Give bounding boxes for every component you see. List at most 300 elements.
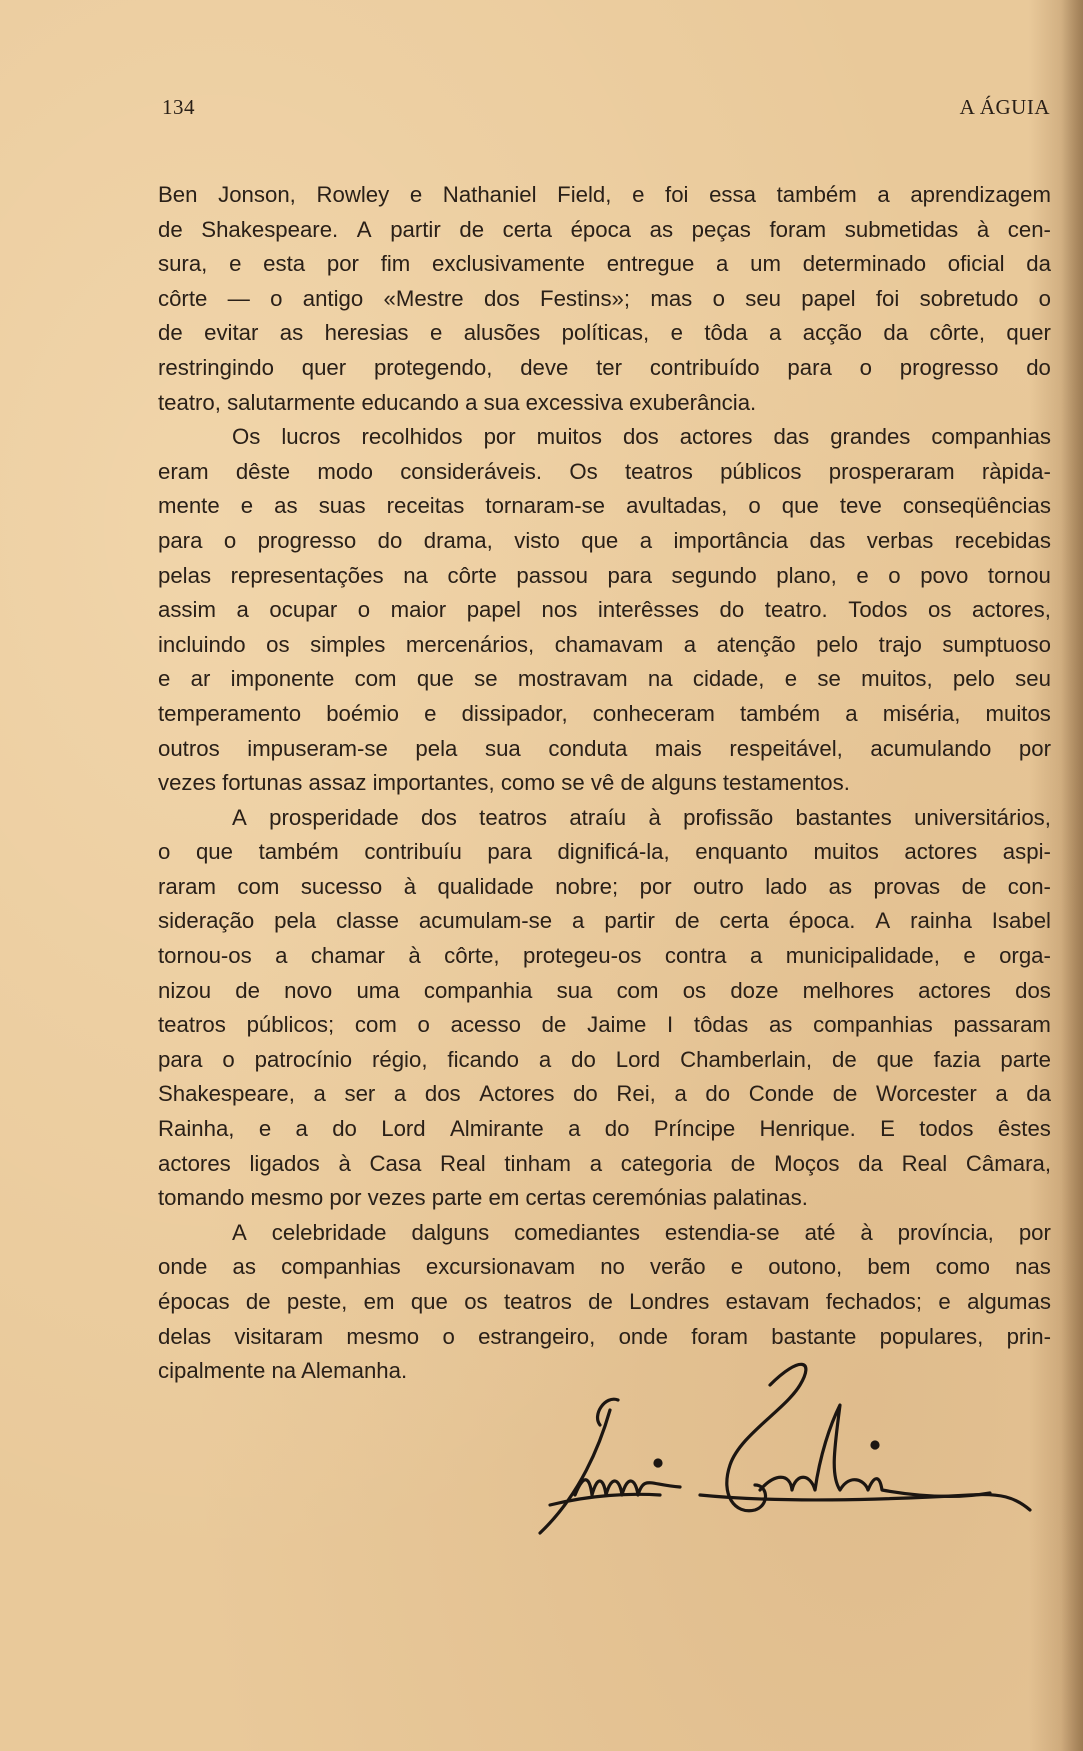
word: na: [403, 562, 428, 588]
word: e: [429, 320, 443, 346]
word: que: [581, 527, 619, 553]
word: por: [326, 251, 359, 277]
word: tôda: [704, 320, 748, 346]
word: dalguns: [411, 1219, 490, 1245]
word: as: [649, 216, 674, 242]
text-line: [158, 1250, 1051, 1285]
word: o: [1038, 285, 1051, 311]
word: a: [683, 631, 697, 657]
word: assim: [158, 597, 216, 623]
word: deve: [520, 354, 569, 380]
word: classe: [336, 908, 399, 934]
word: e: [730, 1254, 744, 1280]
text-line-content: tomando mesmo por vezes parte em certas ceremónias palatinas.: [158, 1185, 808, 1211]
word: certa: [719, 908, 769, 934]
word: as: [232, 1254, 256, 1280]
word: Actores: [479, 1081, 555, 1107]
word: do: [1026, 354, 1051, 380]
word: sura,: [158, 251, 208, 277]
word: foi: [875, 285, 900, 311]
word: a: [845, 700, 858, 726]
word: teatro.: [764, 597, 828, 623]
word: alusões: [463, 320, 541, 346]
word: e: [632, 182, 645, 207]
text-line: [158, 524, 1051, 559]
word: aspi-: [1002, 839, 1051, 865]
word: como: [935, 1254, 990, 1280]
word: o: [158, 839, 171, 865]
word: A: [875, 908, 891, 934]
word: Londres: [629, 1289, 710, 1314]
text-line: [158, 316, 1051, 351]
word: protegendo,: [373, 354, 493, 380]
word: pelas: [158, 562, 212, 588]
word: comediantes: [514, 1219, 640, 1245]
word: de: [674, 908, 700, 934]
word: orga-: [999, 943, 1051, 969]
word: e: [856, 562, 869, 588]
word: foram: [691, 1323, 748, 1349]
word: e: [963, 943, 976, 969]
article-body: [158, 178, 1051, 1389]
page-number: 134: [162, 94, 195, 119]
word: as: [274, 493, 298, 519]
word: a: [236, 597, 249, 623]
word: miséria,: [882, 700, 961, 726]
word: parte: [1000, 1046, 1051, 1072]
word: suas: [318, 493, 366, 519]
word: com: [354, 666, 397, 692]
text-line-content: vezes fortunas assaz importantes, como se vê de alguns testamentos.: [158, 770, 850, 796]
word: à: [976, 216, 990, 242]
word: atraíu: [569, 804, 627, 830]
word: progresso: [899, 354, 999, 380]
word: e: [938, 1289, 951, 1314]
word: quer: [1006, 320, 1051, 346]
word: as: [768, 1012, 793, 1038]
word: dissipador,: [461, 700, 568, 726]
word: públicos: [720, 458, 802, 484]
word: nos: [541, 597, 578, 623]
word: doze: [730, 977, 779, 1003]
word: públicos;: [246, 1012, 335, 1038]
word: dos: [622, 424, 659, 450]
word: muitos,: [861, 666, 933, 692]
word: drama,: [423, 527, 493, 553]
word: excursionavam: [425, 1254, 576, 1280]
word: bastante: [771, 1323, 857, 1349]
word: simples: [310, 631, 386, 657]
word: fazia: [933, 1046, 981, 1072]
word: conheceram: [592, 700, 715, 726]
word: com: [237, 873, 280, 899]
word: segundo: [671, 562, 757, 588]
word: mercenários,: [405, 631, 535, 657]
text-line: [158, 420, 1051, 455]
word: políticas,: [561, 320, 650, 346]
word: por: [483, 424, 516, 450]
text-line: [158, 351, 1051, 386]
word: uma: [356, 977, 400, 1003]
word: Jonson,: [218, 182, 296, 207]
word: ligados: [249, 1150, 320, 1176]
word: imponente: [230, 666, 335, 692]
word: Câmara,: [965, 1150, 1051, 1176]
word: Casa: [369, 1150, 422, 1176]
word: melhores: [802, 977, 894, 1003]
word: Almirante: [450, 1116, 544, 1142]
text-line: [158, 1216, 1051, 1251]
word: e: [784, 666, 798, 692]
word: cidade,: [692, 666, 765, 692]
word: também: [258, 839, 339, 865]
word: teve: [839, 493, 882, 519]
word: os: [266, 631, 290, 657]
word: côrte: [158, 285, 208, 311]
word: na: [647, 666, 673, 692]
word: tornou-os: [158, 943, 252, 969]
word: Conde: [748, 1081, 815, 1107]
word: cen-: [1007, 216, 1051, 242]
word: verão: [650, 1254, 706, 1280]
word: de: [235, 977, 260, 1003]
word: patrocínio: [254, 1046, 353, 1072]
word: dos: [424, 1081, 461, 1107]
word: também: [776, 182, 857, 207]
word: de: [158, 320, 183, 346]
word: a: [568, 1116, 581, 1142]
word: protegeu-os: [523, 943, 642, 969]
word: Isabel: [991, 908, 1051, 934]
word: lado: [765, 873, 808, 899]
word: evitar: [204, 320, 259, 346]
word: a: [749, 943, 763, 969]
word: o: [223, 527, 237, 553]
text-line: [158, 974, 1051, 1009]
word: Ben: [158, 182, 198, 207]
word: outros: [158, 735, 220, 761]
signature: [530, 1345, 1050, 1555]
word: representações: [230, 562, 384, 588]
word: boémio: [326, 700, 399, 726]
word: profissão: [683, 804, 774, 830]
word: partir: [604, 908, 655, 934]
word: côrte: [447, 562, 497, 588]
word: chamar: [310, 943, 385, 969]
word: da: [1026, 1081, 1051, 1107]
word: recolhidos: [361, 424, 463, 450]
word: de: [541, 1012, 567, 1038]
word: de: [730, 1150, 756, 1176]
word: as: [279, 320, 304, 346]
word: A: [356, 216, 372, 242]
word: Os: [232, 424, 261, 450]
word: contra: [664, 943, 727, 969]
word: muitos: [985, 700, 1051, 726]
word: a: [716, 251, 729, 277]
text-line: [158, 489, 1051, 524]
word: raram: [158, 873, 216, 899]
word: época: [570, 216, 632, 242]
word: prosperidade: [269, 804, 399, 830]
word: passaram: [953, 1012, 1051, 1038]
word: côrte,: [929, 320, 985, 346]
word: sobretudo: [919, 285, 1019, 311]
text-line: [158, 593, 1051, 628]
word: Nathaniel: [442, 182, 537, 207]
word: tornaram-se: [485, 493, 606, 519]
word: rainha: [910, 908, 972, 934]
word: categoria: [620, 1150, 713, 1176]
word: ser: [344, 1081, 376, 1107]
word: visitaram: [234, 1323, 324, 1349]
word: ràpida-: [981, 458, 1051, 484]
word: Field,: [557, 182, 612, 207]
word: certa: [502, 216, 552, 242]
word: Shakespeare.: [201, 216, 339, 242]
word: do: [377, 527, 403, 553]
word: submetidas: [844, 216, 959, 242]
word: sumptuoso: [942, 631, 1051, 657]
text-line: [158, 904, 1051, 939]
word: para: [158, 527, 203, 553]
word: dos: [421, 804, 457, 830]
word: actores: [918, 977, 991, 1003]
word: os: [928, 597, 952, 623]
word: actores: [158, 1150, 231, 1176]
word: companhia: [423, 977, 533, 1003]
word: consideráveis.: [400, 458, 543, 484]
word: da: [883, 320, 909, 346]
word: das: [809, 527, 846, 553]
word: se: [817, 666, 841, 692]
word: e: [670, 320, 683, 346]
word: tinham: [504, 1150, 571, 1176]
word: a: [674, 1081, 687, 1107]
word: incluindo: [158, 631, 246, 657]
text-line: [158, 766, 1051, 801]
word: lucros: [281, 424, 341, 450]
word: para: [158, 1046, 203, 1072]
word: régio,: [371, 1046, 428, 1072]
word: progresso: [257, 527, 357, 553]
text-line: [158, 178, 1051, 213]
word: receitas: [386, 493, 465, 519]
word: algumas: [967, 1289, 1051, 1314]
word: quer: [301, 354, 347, 380]
word: bem: [867, 1254, 911, 1280]
word: municipalidade,: [785, 943, 940, 969]
word: a: [538, 1046, 552, 1072]
word: para: [487, 839, 532, 865]
word: pelo: [816, 631, 859, 657]
text-line: [158, 870, 1051, 905]
word: onde: [618, 1323, 668, 1349]
word: dos: [483, 285, 520, 311]
word: à: [338, 1150, 351, 1176]
word: o: [417, 1012, 430, 1038]
word: conduta: [548, 735, 628, 761]
text-line: [158, 1181, 1051, 1216]
word: outono,: [768, 1254, 843, 1280]
word: de: [459, 216, 485, 242]
word: prosperaram: [828, 458, 955, 484]
word: companhias: [931, 424, 1051, 450]
word: muitos: [536, 424, 602, 450]
word: ocupar: [269, 597, 338, 623]
word: à: [403, 873, 417, 899]
text-line: [158, 801, 1051, 836]
text-line: [158, 1043, 1051, 1078]
word: estavam: [725, 1289, 810, 1314]
word: papel: [466, 597, 521, 623]
word: peste,: [286, 1289, 348, 1314]
word: de: [245, 1289, 271, 1314]
word: foi: [665, 182, 689, 207]
word: ficando: [447, 1046, 519, 1072]
word: a: [995, 1081, 1008, 1107]
word: Jaime: [587, 1012, 647, 1038]
word: nizou: [158, 977, 212, 1003]
word: os: [682, 977, 707, 1003]
word: mostravam: [517, 666, 628, 692]
word: conseqüências: [902, 493, 1051, 519]
text-line: [158, 939, 1051, 974]
word: respeitável,: [729, 735, 843, 761]
word: para: [607, 562, 652, 588]
word: acesso: [450, 1012, 521, 1038]
word: enquanto: [695, 839, 788, 865]
word: delas: [158, 1323, 212, 1349]
word: a: [393, 1081, 407, 1107]
word: no: [600, 1254, 625, 1280]
word: a: [313, 1081, 326, 1107]
word: sua: [556, 977, 593, 1003]
word: Moços: [774, 1150, 840, 1176]
word: por: [1018, 1219, 1051, 1245]
word: determinado: [802, 251, 927, 277]
word: sideração: [158, 908, 255, 934]
word: do: [332, 1116, 357, 1142]
word: companhias: [281, 1254, 401, 1280]
word: Rowley: [316, 182, 390, 207]
word: teatros: [624, 458, 693, 484]
word: trajo: [878, 631, 922, 657]
word: dêste: [235, 458, 291, 484]
text-line: [158, 835, 1051, 870]
word: de: [961, 873, 987, 899]
word: avultadas,: [626, 493, 728, 519]
text-line: [158, 1147, 1051, 1182]
text-line: [158, 1077, 1051, 1112]
word: oficial: [947, 251, 1005, 277]
word: I: [667, 1012, 674, 1038]
word: actores: [679, 424, 753, 450]
word: Todos: [848, 597, 908, 623]
word: importância: [673, 527, 789, 553]
word: da: [1026, 251, 1051, 277]
word: verbas: [866, 527, 934, 553]
word: dos: [1015, 977, 1051, 1003]
word: teatros: [158, 1012, 226, 1038]
word: todos: [919, 1116, 974, 1142]
word: outro: [693, 873, 744, 899]
word: mesmo: [346, 1323, 420, 1349]
word: a: [295, 1116, 308, 1142]
word: modo: [317, 458, 373, 484]
word: Lord: [615, 1046, 661, 1072]
word: com: [354, 1012, 397, 1038]
word: Shakespeare,: [158, 1081, 295, 1107]
word: acumulam-se: [418, 908, 553, 934]
word: Worcester: [876, 1081, 977, 1107]
word: também: [740, 700, 821, 726]
word: chamavam: [554, 631, 664, 657]
word: Rei,: [616, 1081, 656, 1107]
word: o: [357, 597, 371, 623]
word: contribuíu: [364, 839, 462, 865]
word: da: [858, 1150, 883, 1176]
word: côrte,: [444, 943, 500, 969]
word: onde: [158, 1254, 208, 1280]
word: entregue: [606, 251, 695, 277]
word: por: [1018, 735, 1051, 761]
word: A: [232, 1219, 247, 1245]
word: Real: [440, 1150, 486, 1176]
word: Real: [901, 1150, 948, 1176]
word: novo: [284, 977, 333, 1003]
word: o: [442, 1323, 455, 1349]
word: ter: [596, 354, 623, 380]
word: Festins»;: [540, 285, 631, 311]
word: restringindo: [158, 354, 274, 380]
word: a: [877, 182, 890, 207]
word: pelo: [952, 666, 995, 692]
word: o: [270, 285, 283, 311]
word: aprendizagem: [910, 182, 1051, 207]
text-line: [158, 559, 1051, 594]
word: se: [474, 666, 498, 692]
word: «Mestre: [383, 285, 464, 311]
word: essa: [709, 182, 756, 207]
text-line: [158, 282, 1051, 317]
word: foram: [769, 216, 827, 242]
word: tôdas: [693, 1012, 749, 1038]
word: êstes: [997, 1116, 1051, 1142]
word: a: [572, 908, 585, 934]
word: populares,: [879, 1323, 984, 1349]
word: celebridade: [271, 1219, 387, 1245]
text-line: [158, 213, 1051, 248]
word: de: [832, 1046, 857, 1072]
word: seu: [1015, 666, 1051, 692]
word: do: [571, 1046, 596, 1072]
word: fim: [380, 251, 411, 277]
text-line-content: teatro, salutarmente educando a sua excessiva exuberância.: [158, 389, 757, 415]
text-line-content: cipalmente na Alemanha.: [158, 1358, 408, 1384]
text-line: [158, 1008, 1051, 1043]
word: E: [880, 1116, 895, 1142]
word: e: [240, 493, 254, 519]
word: o: [888, 562, 901, 588]
text-line: [158, 1112, 1051, 1147]
word: impuseram-se: [247, 735, 388, 761]
word: fechados;: [825, 1289, 923, 1314]
running-title: A ÁGUIA: [959, 94, 1050, 119]
word: bastantes: [795, 804, 892, 830]
word: em: [363, 1289, 395, 1314]
word: que: [876, 1046, 914, 1072]
